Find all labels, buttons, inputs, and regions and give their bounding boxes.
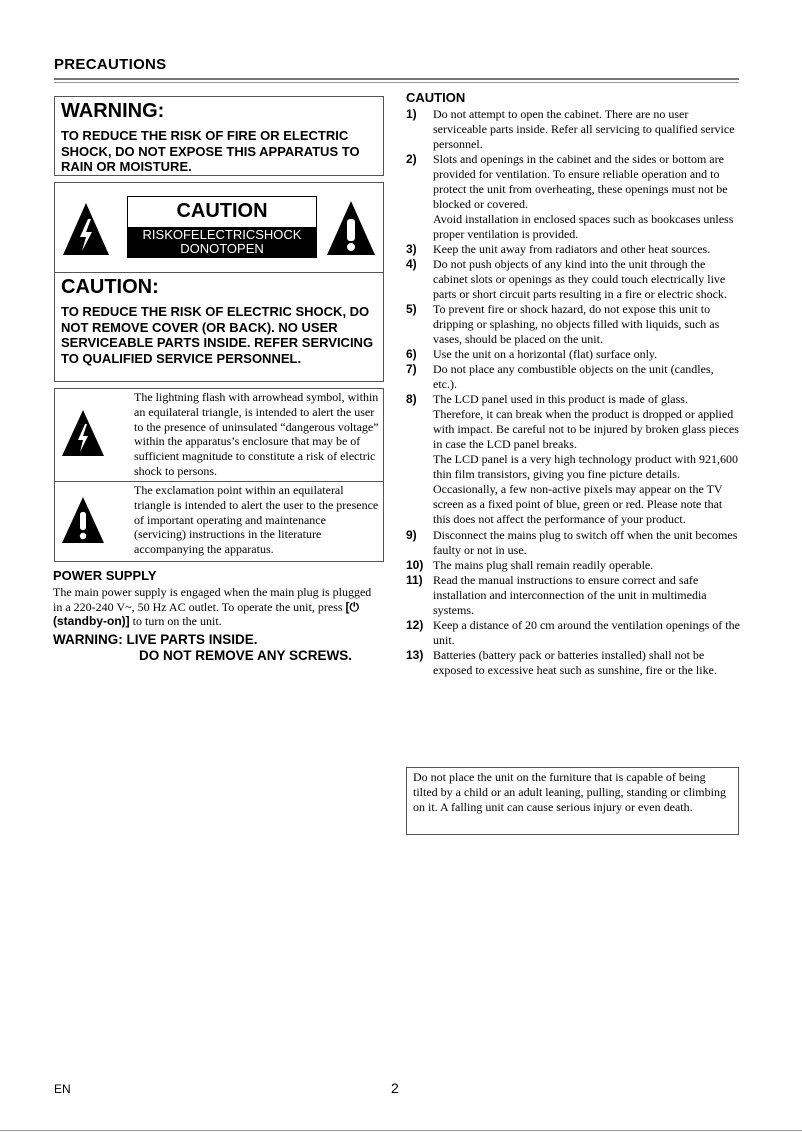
- list-item-number: 9): [406, 528, 417, 542]
- footer-language: EN: [54, 1082, 71, 1096]
- lightning-warning-icon: [61, 201, 111, 257]
- caution-body: TO REDUCE THE RISK OF ELECTRIC SHOCK, DO NOT REMOVE COVER (OR BACK). NO USER SERVICEABLE PARTS INSIDE. REFER SERVICING TO QUALIFIED SERVICE PERSONNEL.: [61, 304, 374, 366]
- list-item-number: 3): [406, 242, 417, 256]
- warning-box: [54, 96, 384, 176]
- list-item: [406, 558, 740, 573]
- list-item-number: 13): [406, 648, 424, 662]
- page-title: PRECAUTIONS: [54, 56, 167, 73]
- lightning-symbol-icon: [61, 409, 105, 457]
- furniture-warning-box: Do not place the unit on the furniture that is capable of being tilted by a child or an adult leaning, pulling, standing or climbing on it. A falling unit can cause serious injury or even death.: [406, 767, 739, 835]
- list-item-number: 7): [406, 362, 417, 376]
- caution-sign-line2: DONOTOPEN: [180, 241, 264, 256]
- list-item-text: To prevent fire or shock hazard, do not expose this unit to dripping or splashing, no objects filled with liquids, such as vases, should be placed on the unit.: [433, 302, 720, 346]
- caution-sign-title: CAUTION: [176, 200, 268, 222]
- list-item-number: 8): [406, 392, 417, 406]
- list-item-text: Do not attempt to open the cabinet. There are no user serviceable parts inside. Refer all servicing to qualified service personnel.: [433, 107, 735, 151]
- power-supply-text: [53, 585, 383, 629]
- list-item: [406, 618, 740, 648]
- warning-body: TO REDUCE THE RISK OF FIRE OR ELECTRIC SHOCK, DO NOT EXPOSE THIS APPARATUS TO RAIN OR MOISTURE.: [61, 128, 360, 174]
- list-item-extra-text: Avoid installation in enclosed spaces such as bookcases unless proper ventilation is provided.: [433, 212, 734, 241]
- caution-label-area: [55, 183, 383, 273]
- symbols-box: [54, 388, 384, 562]
- list-item-extra-text: The LCD panel is a very high technology product with 921,600 thin film transistors, giving you fine picture details. Occasionally, a few non-active pixels may appear on the TV screen as a fixed point of blue, green or red. Please note that this does not affect the performance of your product.: [433, 452, 738, 526]
- list-item-text: Read the manual instructions to ensure correct and safe installation and interconnection of the unit in multimedia systems.: [433, 573, 707, 617]
- list-item-number: 5): [406, 302, 417, 316]
- exclamation-warning-icon: [325, 199, 377, 257]
- list-item-number: 6): [406, 347, 417, 361]
- list-item-number: 10): [406, 558, 424, 572]
- list-item: [406, 107, 740, 152]
- list-item-number: 2): [406, 152, 417, 166]
- list-item: [406, 362, 740, 392]
- caution-box: [54, 182, 384, 382]
- list-item: [406, 152, 740, 242]
- exclamation-symbol-icon: [61, 496, 105, 544]
- list-item: [406, 257, 740, 302]
- caution-text: [61, 276, 379, 366]
- list-item-text: Use the unit on a horizontal (flat) surface only.: [433, 347, 658, 361]
- list-item-text: The mains plug shall remain readily operable.: [433, 558, 654, 572]
- list-item-text: Keep the unit away from radiators and other heat sources.: [433, 242, 711, 256]
- caution-heading: CAUTION:: [61, 276, 159, 298]
- list-item-text: Disconnect the mains plug to switch off when the unit becomes faulty or not in use.: [433, 528, 738, 557]
- lightning-symbol-text: The lightning flash with arrowhead symbol, within an equilateral triangle, is intended to alert the user to the presence of uninsulated “dangerous voltage” within the apparatus’s enclosure that may be of sufficient magnitude to constitute a risk of electric shock to persons.: [134, 390, 379, 478]
- list-item-number: 1): [406, 107, 417, 121]
- caution-list-heading: CAUTION: [406, 90, 466, 105]
- power-text-before: The main power supply is engaged when the main plug is plugged in a 220-240 V~, 50 Hz AC outlet. To operate the unit, press: [53, 585, 372, 614]
- footer-rule: [0, 1130, 802, 1131]
- standby-button-label: [⏻ (standby-on)]: [53, 599, 359, 628]
- list-item: [406, 573, 740, 618]
- list-item: [406, 347, 740, 362]
- caution-sign-line1: RISKOFELECTRICSHOCK: [142, 227, 302, 242]
- list-item-text: Keep a distance of 20 cm around the ventilation openings of the unit.: [433, 618, 740, 647]
- exclamation-symbol-row: [55, 482, 383, 562]
- caution-list: [406, 107, 740, 678]
- list-item-text: Do not place any combustible objects on the unit (candles, etc.).: [433, 362, 714, 391]
- list-item-number: 11): [406, 573, 423, 587]
- live-parts-warning: WARNING: LIVE PARTS INSIDE.: [53, 632, 258, 647]
- list-item-text: Slots and openings in the cabinet and the sides or bottom are provided for ventilation. To ensure reliable operation and to protect the unit from overheating, these openings must not be blocked or covered.: [433, 152, 728, 211]
- list-item: [406, 648, 740, 678]
- power-text-after: to turn on the unit.: [129, 614, 222, 628]
- power-supply-heading: POWER SUPPLY: [53, 568, 157, 583]
- caution-sign: [127, 196, 317, 258]
- list-item-text: Do not push objects of any kind into the unit through the cabinet slots or openings as they could touch electrically live parts or short circuit parts resulting in a fire or electric shock.: [433, 257, 727, 301]
- list-item: [406, 302, 740, 347]
- list-item-text: The LCD panel used in this product is made of glass. Therefore, it can break when the product is dropped or applied with impact. Be careful not to be injured by broken glass pieces in case the LCD panel breaks.: [433, 392, 739, 451]
- exclamation-symbol-text: The exclamation point within an equilateral triangle is intended to alert the user to the presence of important operating and maintenance (servicing) instructions in the literature accompanying the apparatus.: [134, 483, 379, 557]
- list-item: [406, 242, 740, 257]
- no-screws-warning: DO NOT REMOVE ANY SCREWS.: [139, 648, 353, 663]
- caution-sign-label: [128, 227, 316, 257]
- title-rule: [54, 78, 739, 83]
- list-item: [406, 392, 740, 527]
- list-item-text: Batteries (battery pack or batteries installed) shall not be exposed to excessive heat such as sunshine, fire or the like.: [433, 648, 717, 677]
- warning-heading: WARNING:: [61, 100, 165, 122]
- list-item-number: 4): [406, 257, 417, 271]
- list-item-number: 12): [406, 618, 424, 632]
- list-item: [406, 528, 740, 558]
- page-number: 2: [391, 1080, 399, 1096]
- lightning-symbol-row: [55, 389, 383, 482]
